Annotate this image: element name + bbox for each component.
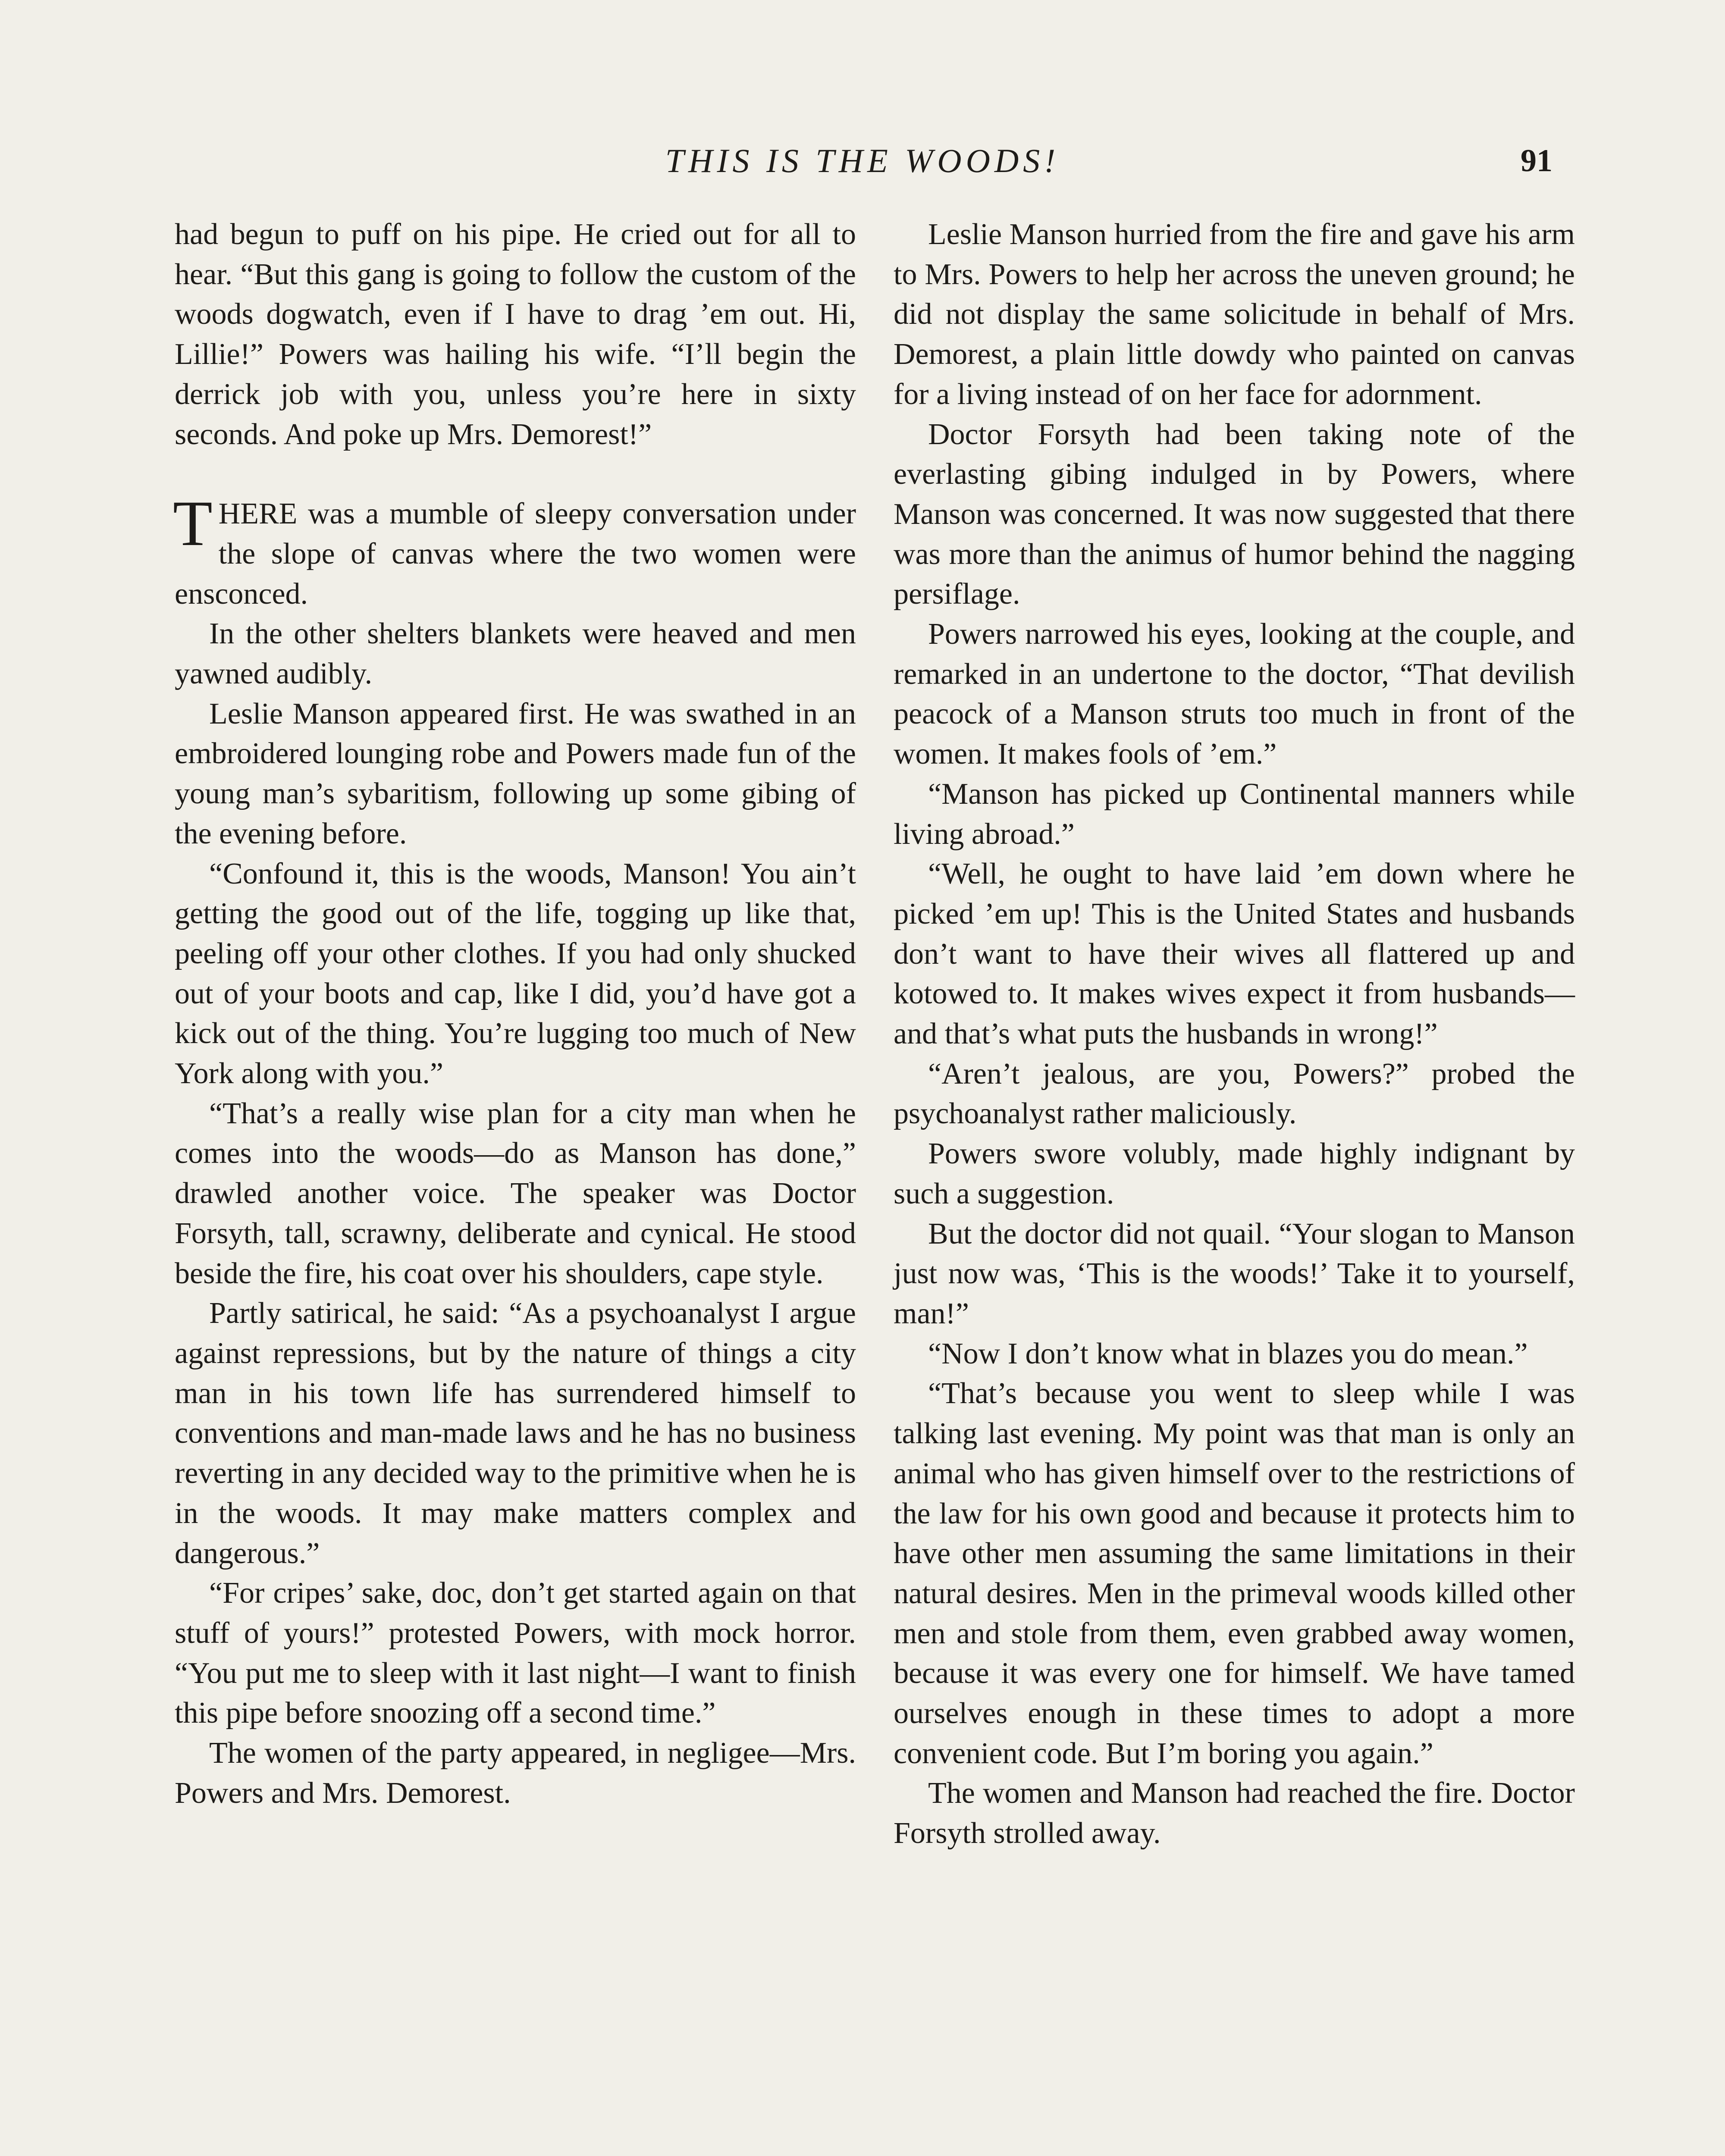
drop-cap: T [173, 488, 213, 560]
left-column [175, 215, 856, 1813]
paragraph: Partly satirical, he said: “As a psychoanalyst I argue against repressions, but by the nature of things a city man in his town life has surrendered himself to conventions and man-made laws and he has no business reverting in any decided way to the primitive when he is in the woods. It may make matters complex and dangerous.” [175, 1297, 856, 1570]
paragraph: Leslie Manson appeared first. He was swathed in an embroidered lounging robe and Powers made fun of the young man’s sybaritism, following up some gibing of the evening before. [175, 697, 856, 850]
running-title: THIS IS THE WOODS! [665, 142, 1060, 179]
paragraph: had begun to puff on his pipe. He cried out for all to hear. “But this gang is going to follow the custom of the woods dogwatch, even if I have to drag ’em out. Hi, Lillie!” Powers was hailing his wife. “I’ll begin the derrick job with you, unless you’re here in sixty seconds. And poke up Mrs. Demorest!” [175, 218, 856, 451]
right-column [894, 215, 1575, 1854]
paragraph: In the other shelters blankets were heaved and men yawned audibly. [175, 617, 856, 691]
paragraph: Powers narrowed his eyes, looking at the couple, and remarked in an undertone to the doctor, “That devilish peacock of a Manson struts too much in front of the women. It makes fools of ’em.” [894, 617, 1575, 771]
paragraph: But the doctor did not quail. “Your slogan to Manson just now was, ‘This is the woods!’ Take it to yourself, man!” [894, 1217, 1575, 1330]
paragraph: “That’s because you went to sleep while I was talking last evening. My point was that man is only an animal who has given himself over to the restrictions of the law for his own good and because it protects him to have other men assuming the same limitations in their natural desires. Men in the primeval woods killed other men and stole from them, even grabbed away women, because it was every one for himself. We have tamed ourselves enough in these times to adopt a more convenient code. But I’m boring you again.” [894, 1377, 1575, 1770]
paragraph: “Now I don’t know what in blazes you do mean.” [928, 1337, 1528, 1370]
paragraph: “For cripes’ sake, doc, don’t get started again on that stuff of yours!” protested Powers, with mock horror. “You put me to sleep with it last night—I want to finish this pipe before snoozing off a second time.” [175, 1576, 856, 1730]
paragraph: The women of the party appeared, in negligee—Mrs. Powers and Mrs. Demorest. [175, 1736, 856, 1810]
paragraph: The women and Manson had reached the fire. Doctor Forsyth strolled away. [894, 1777, 1575, 1850]
running-head [0, 137, 1725, 185]
paragraph: “Confound it, this is the woods, Manson! You ain’t getting the good out of the life, togging up like that, peeling off your other clothes. If you had only shucked out of your boots and cap, like I did, you’d have got a kick out of the thing. You’re lugging too much of New York along with you.” [175, 857, 856, 1091]
section-opening-paragraph [173, 488, 856, 614]
paragraph: “Manson has picked up Continental manners while living abroad.” [894, 777, 1575, 851]
paragraph: Doctor Forsyth had been taking note of the everlasting gibing indulged in by Powers, where Manson was concerned. It was now suggested that there was more than the animus of humor behind the nagging persiflage. [894, 417, 1575, 611]
paragraph: Leslie Manson hurried from the fire and gave his arm to Mrs. Powers to help her across the uneven ground; he did not display the same solicitude in behalf of Mrs. Demorest, a plain little dowdy who painted on canvas for a living instead of on her face for adornment. [894, 218, 1575, 411]
paragraph: Powers swore volubly, made highly indignant by such a suggestion. [894, 1137, 1575, 1210]
paragraph: “That’s a really wise plan for a city man when he comes into the woods—do as Manson has done,” drawled another voice. The speaker was Doctor Forsyth, tall, scrawny, deliberate and cynical. He stood beside the fire, his coat over his shoulders, cape style. [175, 1097, 856, 1290]
section-opening-text: HERE was a mumble of sleepy conversation under the slope of canvas where the two women were ensconced. [175, 497, 856, 611]
paragraph: “Aren’t jealous, are you, Powers?” probed the psychoanalyst rather maliciously. [894, 1057, 1575, 1131]
page-number: 91 [1521, 143, 1552, 179]
paragraph: “Well, he ought to have laid ’em down where he picked ’em up! This is the United States and husbands don’t want to have their wives all flattered up and kotowed to. It makes wives expect it from husbands—and that’s what puts the husbands in wrong!” [894, 857, 1575, 1051]
